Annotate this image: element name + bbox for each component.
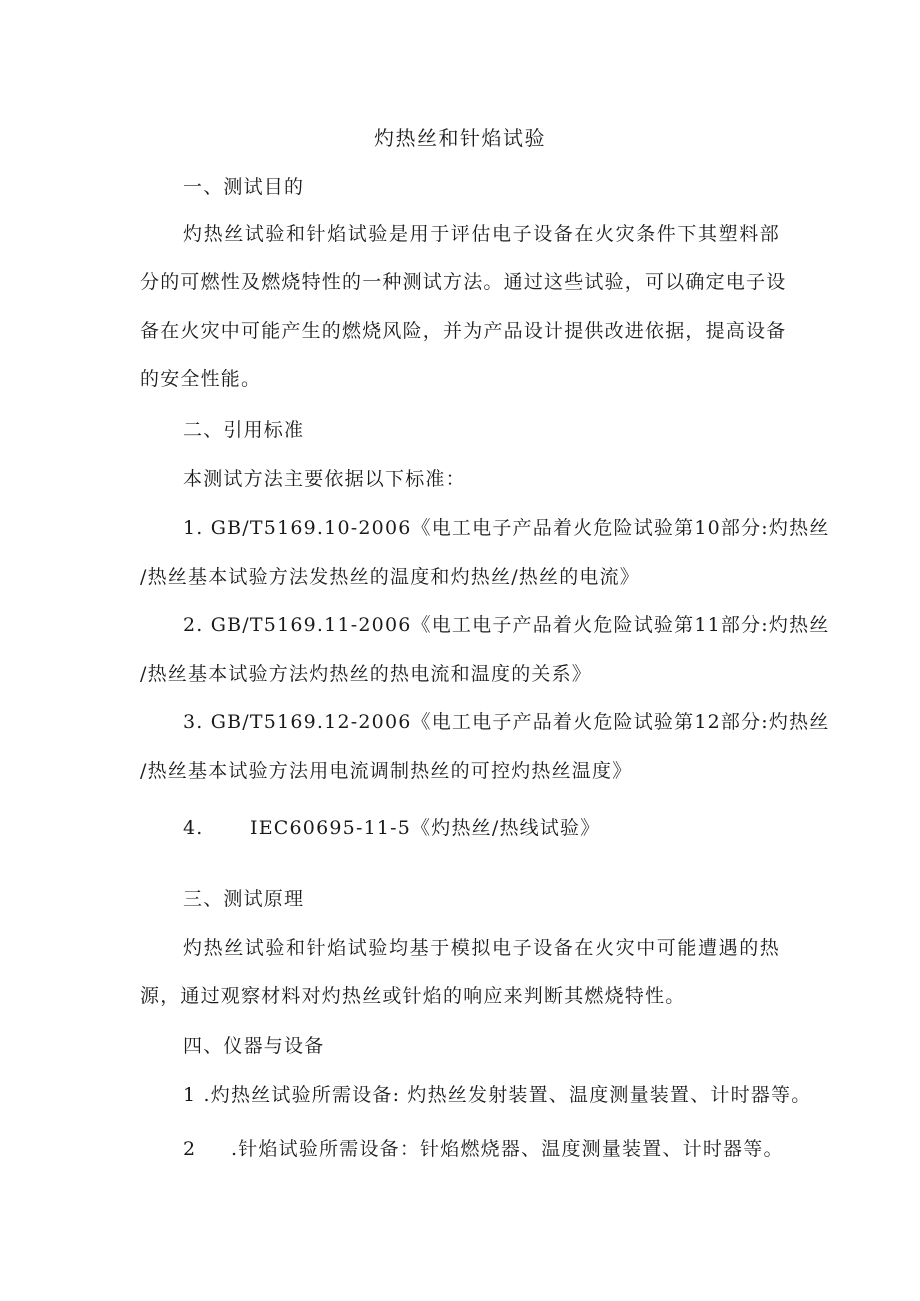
section-heading-references: 二、引用标准 (183, 419, 305, 441)
principle-paragraph-line: 灼热丝试验和针焰试验均基于模拟电子设备在火灾中可能遭遇的热 (183, 937, 780, 959)
purpose-paragraph-line: 分的可燃性及燃烧特性的一种测试方法。通过这些试验，可以确定电子设 (140, 271, 787, 293)
section-heading-purpose: 一、测试目的 (183, 176, 305, 198)
reference-item-number: 4. (183, 817, 204, 839)
purpose-paragraph-line: 的安全性能。 (140, 368, 262, 390)
reference-item: IEC60695-11-5《灼热丝/热线试验》 (250, 817, 601, 839)
section-heading-equipment: 四、仪器与设备 (183, 1035, 325, 1057)
document-title: 灼热丝和针焰试验 (374, 126, 546, 150)
equipment-item: .针焰试验所需设备：针焰燃烧器、温度测量装置、计时器等。 (231, 1138, 784, 1160)
section-heading-principle: 三、测试原理 (183, 888, 305, 910)
equipment-item-number: 2 (183, 1138, 197, 1160)
purpose-paragraph-line: 备在火灾中可能产生的燃烧风险，并为产品设计提供改进依据，提高设备 (140, 320, 787, 342)
reference-item-continuation: /热丝基本试验方法灼热丝的热电流和温度的关系》 (140, 663, 593, 685)
reference-item: 1. GB/T5169.10-2006《电工电子产品着火危险试验第10部分:灼热丝 (183, 517, 830, 539)
purpose-paragraph-line: 灼热丝试验和针焰试验是用于评估电子设备在火灾条件下其塑料部 (183, 223, 780, 245)
reference-item: 3. GB/T5169.12-2006《电工电子产品着火危险试验第12部分:灼热丝 (183, 711, 830, 733)
reference-item-continuation: /热丝基本试验方法发热丝的温度和灼热丝/热丝的电流》 (140, 566, 641, 588)
principle-paragraph-line: 源，通过观察材料对灼热丝或针焰的响应来判断其燃烧特性。 (140, 985, 686, 1007)
reference-item-continuation: /热丝基本试验方法用电流调制热丝的可控灼热丝温度》 (140, 760, 633, 782)
reference-item: 2. GB/T5169.11-2006《电工电子产品着火危险试验第11部分:灼热丝 (183, 614, 830, 636)
equipment-item: 1 .灼热丝试验所需设备: 灼热丝发射装置、温度测量装置、计时器等。 (183, 1084, 812, 1106)
references-intro: 本测试方法主要依据以下标准： (183, 468, 466, 490)
